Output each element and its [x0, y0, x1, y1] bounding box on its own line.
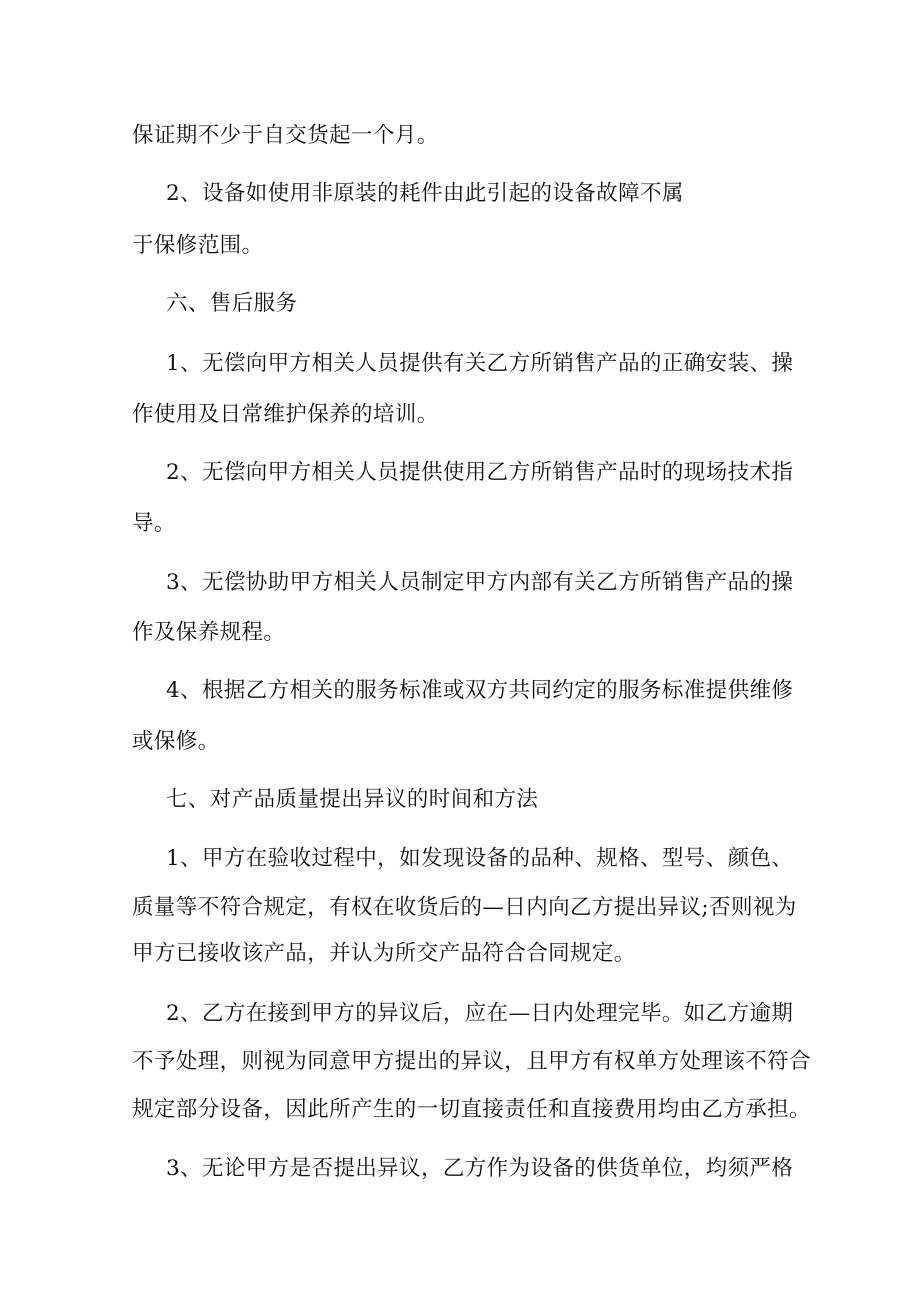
text-line: 保证期不少于自交货起一个月。	[132, 123, 439, 148]
text-line: 不予处理，则视为同意甲方提出的异议，且甲方有权单方处理该不符合	[132, 1049, 811, 1074]
text-line: 2、无偿向甲方相关人员提供使用乙方所销售产品时的现场技术指	[166, 460, 794, 485]
text-line: 甲方已接收该产品，并认为所交产品符合合同规定。	[132, 941, 636, 966]
text-line: 质量等不符合规定，有权在收货后的—日内向乙方提出异议;否则视为	[132, 895, 797, 920]
text-line: 作使用及日常维护保养的培训。	[132, 402, 439, 427]
text-line: 2、乙方在接到甲方的异议后，应在—日内处理完毕。如乙方逾期	[166, 1001, 794, 1026]
section-heading: 六、售后服务	[166, 291, 298, 316]
text-line: 3、无论甲方是否提出异议，乙方作为设备的供货单位，均须严格	[166, 1156, 794, 1181]
text-line: 2、设备如使用非原装的耗件由此引起的设备故障不属	[166, 181, 684, 206]
text-line: 4、根据乙方相关的服务标准或双方共同约定的服务标准提供维修	[166, 678, 794, 703]
text-line: 于保修范围。	[132, 233, 264, 258]
text-line: 或保修。	[132, 729, 220, 754]
section-heading: 七、对产品质量提出异议的时间和方法	[166, 787, 539, 812]
text-line: 导。	[132, 511, 176, 536]
text-line: 1、甲方在验收过程中，如发现设备的品种、规格、型号、颜色、	[166, 846, 794, 871]
text-line: 规定部分设备，因此所产生的一切直接责任和直接费用均由乙方承担。	[132, 1097, 811, 1122]
text-line: 作及保养规程。	[132, 620, 286, 645]
text-line: 3、无偿协助甲方相关人员制定甲方内部有关乙方所销售产品的操	[166, 570, 794, 595]
text-line: 1、无偿向甲方相关人员提供有关乙方所销售产品的正确安装、操	[166, 351, 794, 376]
